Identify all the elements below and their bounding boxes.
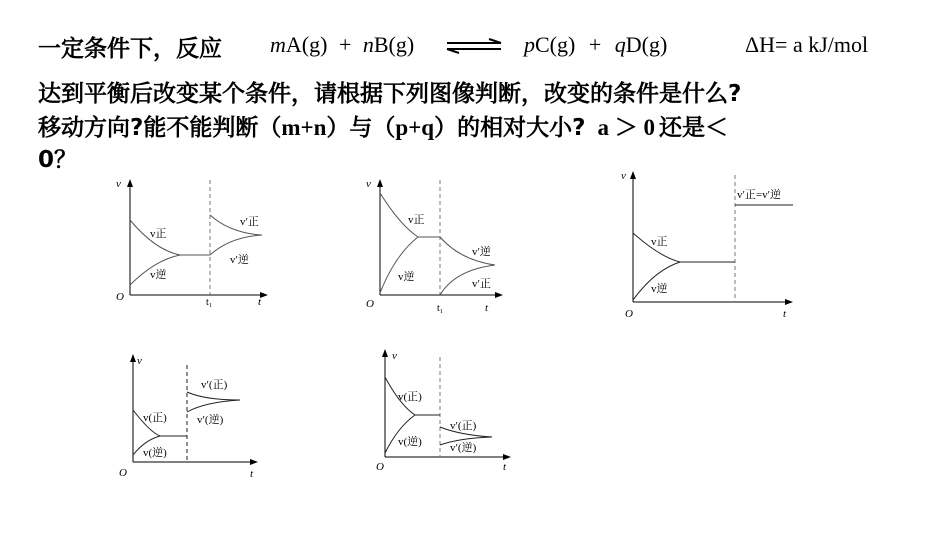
graph-3 xyxy=(615,165,800,325)
q-a-gt-0: a ＞ 0 xyxy=(597,115,655,140)
v-label: v xyxy=(116,178,121,190)
label-fwd: v(正) xyxy=(143,412,167,424)
t-label: t xyxy=(503,461,507,473)
label-fwd: v正 xyxy=(651,236,668,248)
t-axis-arrow-icon xyxy=(785,299,793,305)
coef-n: n xyxy=(362,32,374,57)
graph-1 xyxy=(110,175,270,315)
species-b: B(g) xyxy=(373,32,415,57)
heading-prefix: 一定条件下，反应 xyxy=(38,36,222,62)
v-axis-arrow-icon xyxy=(127,179,133,187)
enthalpy-change: ΔH= a kJ/mol xyxy=(745,32,869,57)
fwd2-curve xyxy=(187,392,240,400)
v-axis-arrow-icon xyxy=(630,171,636,179)
coef-q: q xyxy=(614,32,626,57)
q-sum-mn: m+n xyxy=(281,115,327,140)
origin-label: O xyxy=(625,308,633,320)
label-eq: v′正=v′逆 xyxy=(737,189,782,201)
rev2-curve xyxy=(187,400,240,412)
label-rev2: v′(逆) xyxy=(450,442,477,454)
q-sum-pq: p+q xyxy=(395,115,435,140)
rev-curve xyxy=(380,237,418,293)
coef-m: m xyxy=(270,32,286,57)
species-d: D(g) xyxy=(625,32,668,57)
graph-2 xyxy=(360,175,510,320)
v-label: v xyxy=(621,170,626,182)
label-fwd: v(正) xyxy=(398,391,422,403)
rev2-curve xyxy=(210,235,262,255)
label-rev: v(逆) xyxy=(143,447,167,459)
label-rev: v逆 xyxy=(150,269,167,281)
fwd-curve xyxy=(633,233,735,262)
q-text-c: ）与（ xyxy=(326,115,396,141)
t1-label: t₁ xyxy=(437,303,444,314)
species-a: A(g) xyxy=(285,32,328,57)
label-fwd2: v′正 xyxy=(472,278,491,290)
label-fwd: v正 xyxy=(408,214,425,226)
v-axis-arrow-icon xyxy=(382,349,388,357)
origin-label: O xyxy=(116,291,124,303)
plus-sign: + xyxy=(338,32,352,57)
fwd-curve xyxy=(130,220,210,255)
v-label: v xyxy=(392,350,397,362)
t1-label: t₁ xyxy=(206,297,213,308)
origin-label: O xyxy=(376,461,384,473)
coef-p: p xyxy=(524,32,535,57)
t-axis-arrow-icon xyxy=(495,292,503,298)
t-axis-arrow-icon xyxy=(503,454,511,460)
label-rev2: v′(逆) xyxy=(197,414,224,426)
v-axis-arrow-icon xyxy=(130,354,136,362)
q-text-g: 还是＜ xyxy=(658,115,728,141)
t-label: t xyxy=(250,468,254,480)
plus-sign-2: + xyxy=(588,32,602,57)
v-label: v xyxy=(137,355,142,367)
v-label: v xyxy=(366,178,371,190)
t-axis-arrow-icon xyxy=(250,459,258,465)
t-label: t xyxy=(485,302,489,314)
graph-5 xyxy=(370,345,520,480)
origin-label: O xyxy=(119,467,127,479)
label-fwd2: v′正 xyxy=(240,216,259,228)
question-line-2 xyxy=(38,111,918,145)
equation xyxy=(270,32,414,58)
t-label: t xyxy=(783,308,787,320)
label-rev2: v′逆 xyxy=(472,246,491,258)
question-line-3: 0？ xyxy=(38,147,78,173)
q-text-e: ）的相对大小? xyxy=(434,115,586,141)
label-rev: v逆 xyxy=(651,283,668,295)
label-fwd2: v′(正) xyxy=(450,420,477,432)
v-axis-arrow-icon xyxy=(377,179,383,187)
equilibrium-arrow-icon xyxy=(445,36,505,56)
t-label: t xyxy=(258,296,262,308)
label-rev: v(逆) xyxy=(398,436,422,448)
question-line-1: 达到平衡后改变某个条件，请根据下列图像判断，改变的条件是什么? xyxy=(38,81,742,107)
equation-products xyxy=(524,32,667,58)
species-c: C(g) xyxy=(535,32,576,57)
graph-4 xyxy=(115,350,265,485)
q-text-a: 移动方向?能不能判断（ xyxy=(38,115,282,141)
origin-label: O xyxy=(366,298,374,310)
t-axis-arrow-icon xyxy=(260,292,268,298)
label-fwd: v正 xyxy=(150,228,167,240)
label-fwd2: v′(正) xyxy=(201,379,228,391)
label-rev2: v′逆 xyxy=(230,254,249,266)
label-rev: v逆 xyxy=(398,271,415,283)
